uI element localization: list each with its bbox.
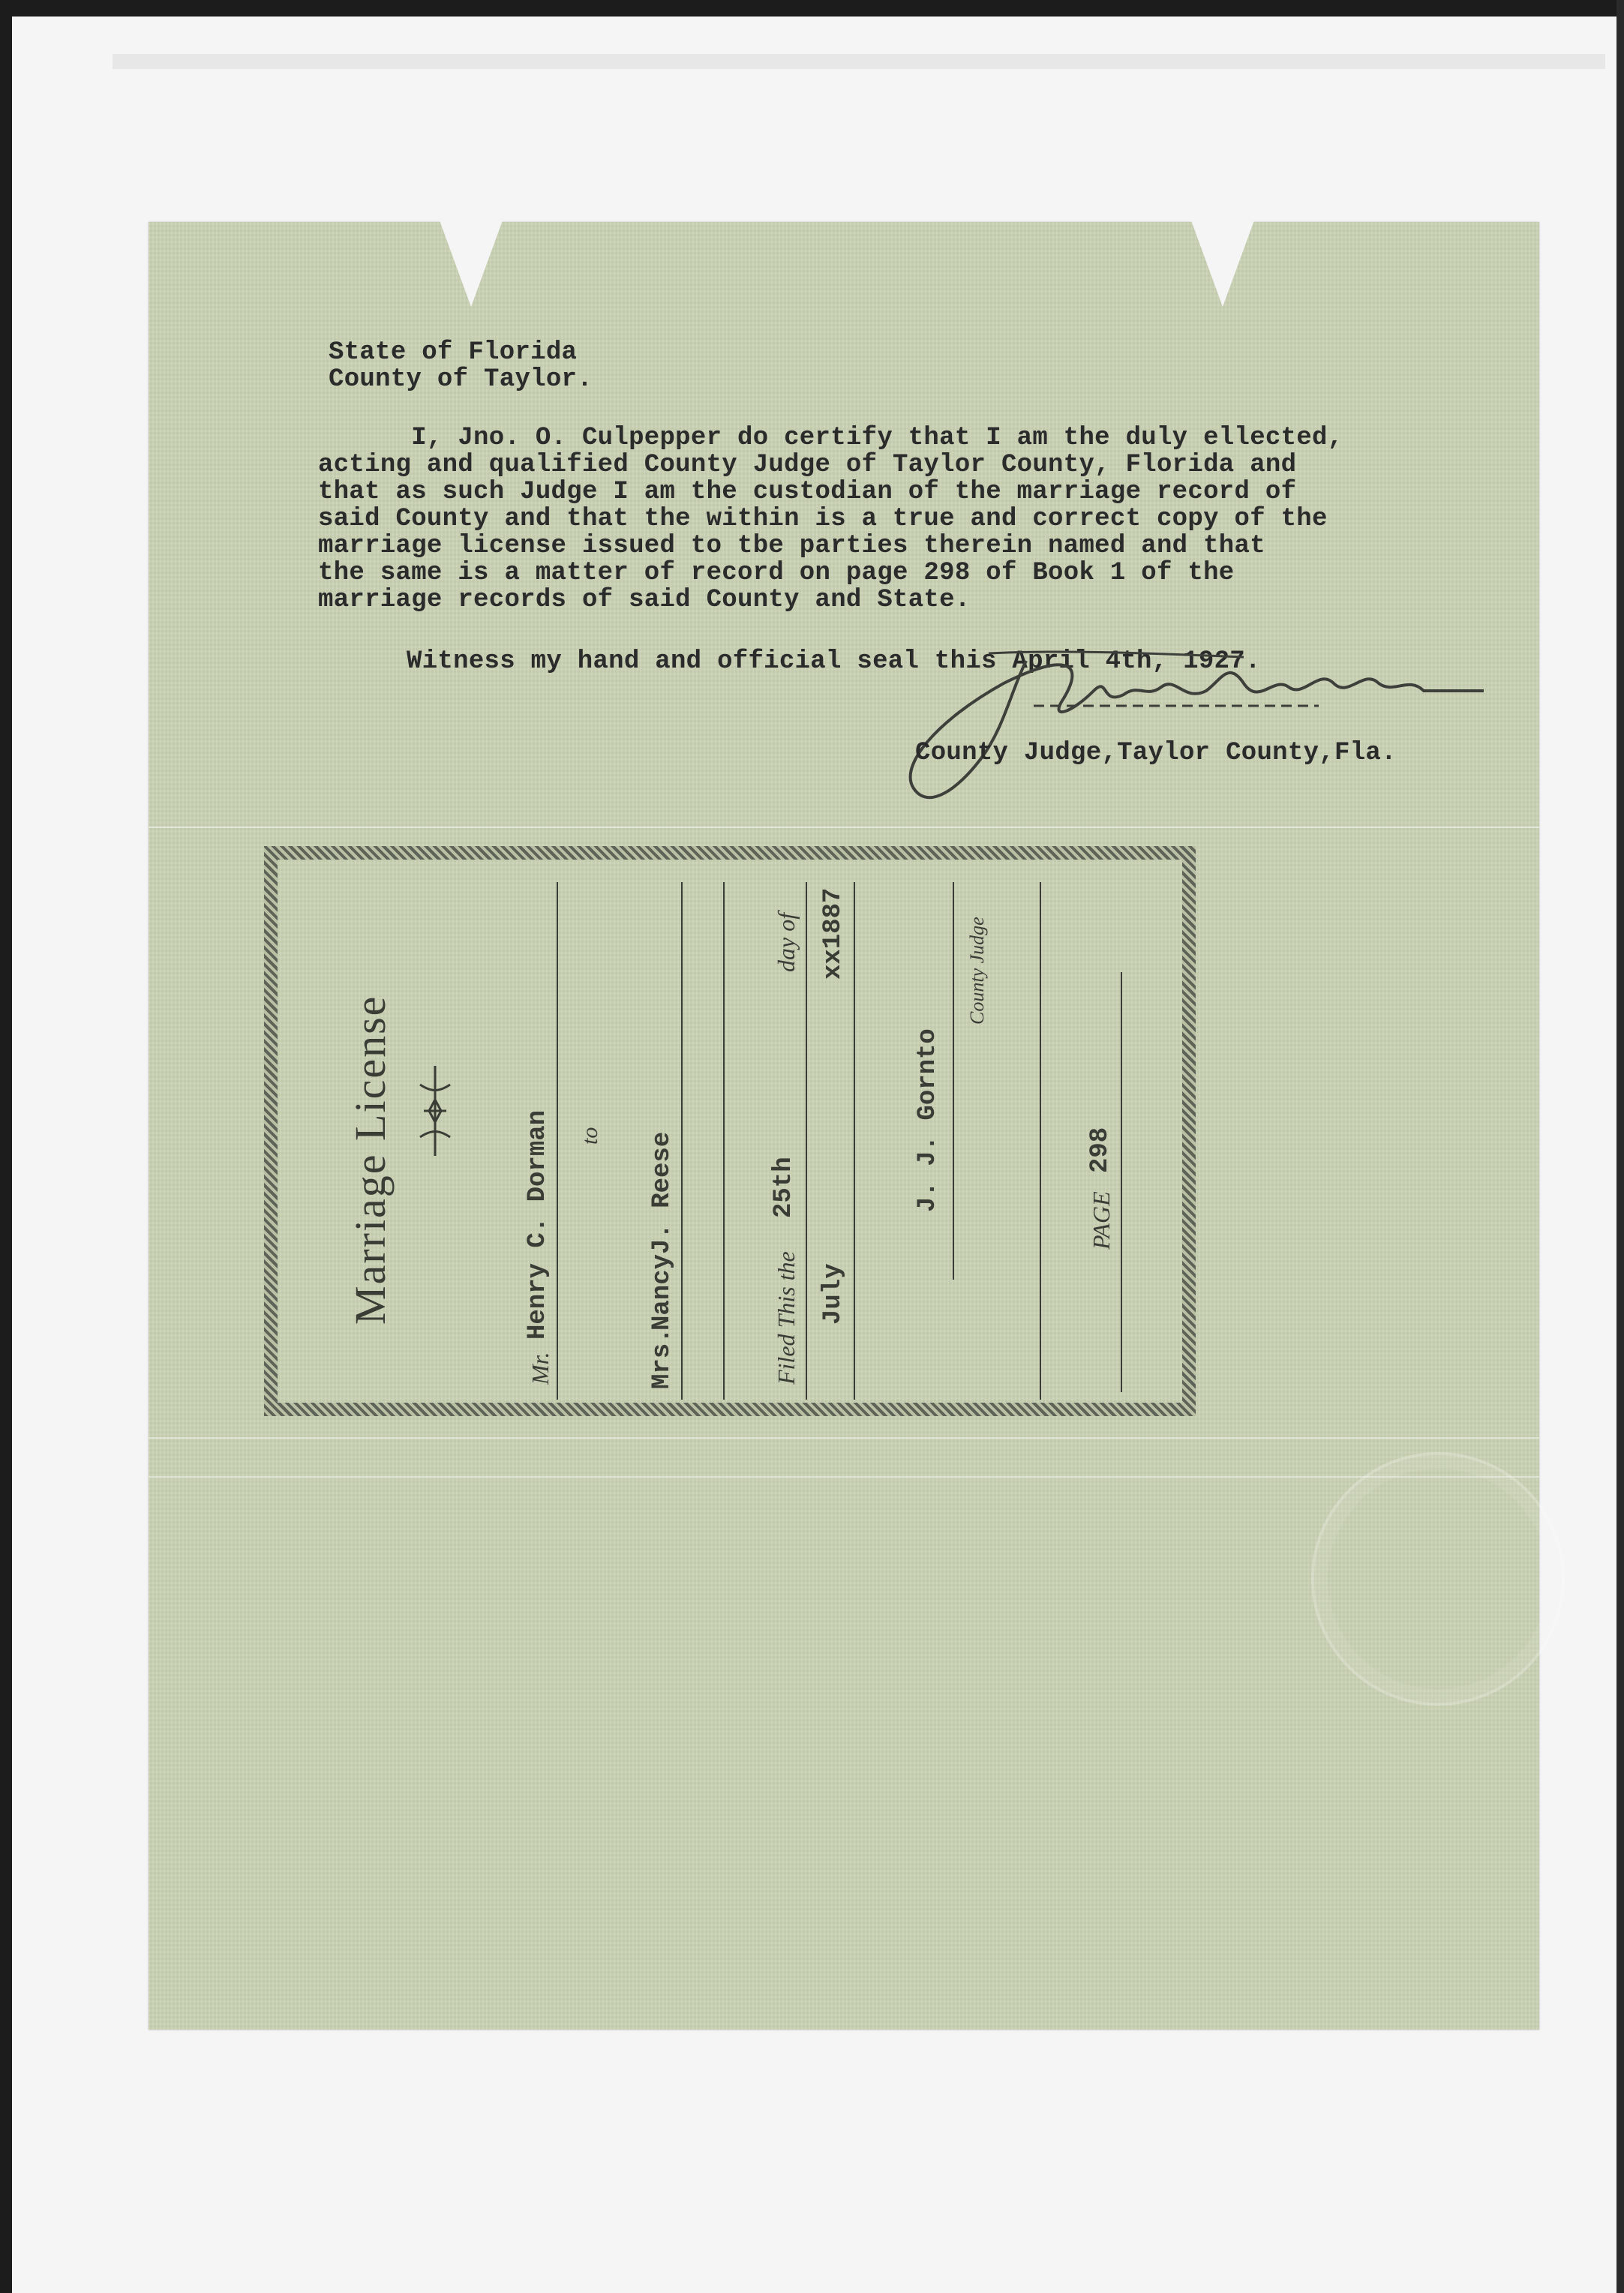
fold-line xyxy=(149,1437,1539,1439)
scanner-edge-top xyxy=(0,0,1624,17)
groom-rule xyxy=(557,882,558,1400)
filed-day: 25th xyxy=(770,1157,798,1218)
page-rule xyxy=(1121,972,1122,1392)
certificate-heading-county: County of Taylor. xyxy=(329,365,593,394)
fold-line xyxy=(149,1476,1539,1478)
fold-line xyxy=(149,827,1539,828)
judge-rule xyxy=(953,882,954,1280)
certificate-line: acting and qualified County Judge of Taylor County, Florida and xyxy=(318,451,1297,479)
certificate-line: marriage license issued to tbe parties therein named and that xyxy=(318,532,1265,560)
certificate-line: I, Jno. O. Culpepper do certify that I am the duly ellected, xyxy=(318,424,1343,452)
certificate-body xyxy=(318,425,1343,614)
punch-notch-right xyxy=(1191,221,1254,307)
to-word: to xyxy=(578,1127,602,1145)
filed-month: July xyxy=(819,1263,848,1325)
document-page xyxy=(149,222,1539,2030)
filed-rule xyxy=(806,882,807,1400)
page-label: PAGE xyxy=(1088,1191,1115,1250)
embossed-seal xyxy=(1311,1452,1565,1706)
bride-prefix: Mrs. xyxy=(648,1328,677,1389)
license-inner xyxy=(278,860,1182,1403)
filed-prefix: Filed This the xyxy=(773,1251,800,1385)
filed-year: xx1887 xyxy=(819,887,848,980)
groom-prefix: Mr. xyxy=(527,1352,554,1385)
certificate-line: that as such Judge I am the custodian of the marriage record of xyxy=(318,478,1297,506)
certificate-heading-state: State of Florida xyxy=(329,338,578,367)
bride-name: NancyJ. Reese xyxy=(648,1131,677,1331)
marriage-license-form xyxy=(264,846,1196,1416)
punch-notch-left xyxy=(440,221,503,307)
bride-rule xyxy=(681,882,683,1400)
witness-line: Witness my hand and official seal this April 4th, 1927. xyxy=(407,647,1261,676)
month-rule xyxy=(854,882,855,1400)
section-rule xyxy=(723,882,725,1400)
judge-signature xyxy=(839,631,1514,826)
page-section-rule xyxy=(1040,882,1041,1400)
license-title: Marriage License xyxy=(346,995,395,1325)
certificate-line: the same is a matter of record on page 298 of Book 1 of the xyxy=(318,559,1235,587)
groom-name: Henry C. Dorman xyxy=(524,1109,552,1340)
day-of-label: day of xyxy=(773,912,800,972)
judge-title: County Judge xyxy=(966,917,988,1025)
scanner-edge-left xyxy=(0,0,12,2293)
page-number: 298 xyxy=(1086,1127,1115,1173)
certificate-line: said County and that the within is a true and correct copy of the xyxy=(318,505,1328,533)
ornament-flourish xyxy=(413,1062,458,1160)
certificate-line: marriage records of said County and State. xyxy=(318,586,971,614)
judge-name: J. J. Gornto xyxy=(914,1028,942,1212)
scanner-edge-right xyxy=(1616,0,1624,2293)
backing-sheet xyxy=(113,54,1605,69)
signature-title: County Judge,Taylor County,Fla. xyxy=(915,739,1397,767)
